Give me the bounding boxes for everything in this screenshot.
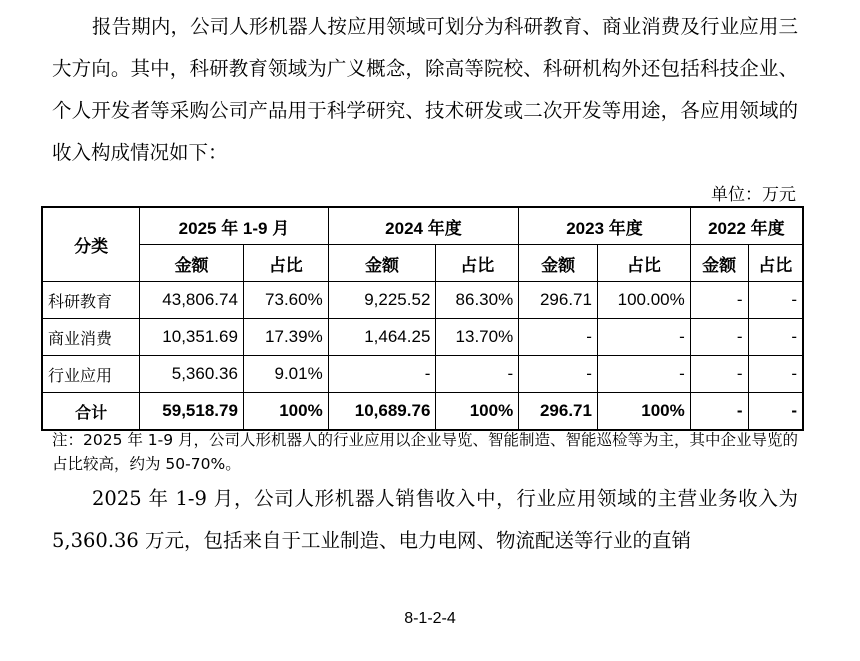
table-cell: 86.30% — [436, 282, 519, 319]
table-cell: - — [328, 356, 436, 393]
total-cell: 10,689.76 — [328, 393, 436, 431]
table-cell: 5,360.36 — [140, 356, 244, 393]
category-header: 分类 — [42, 207, 140, 282]
ratio-header: 占比 — [597, 245, 690, 282]
total-cell: 296.71 — [519, 393, 598, 431]
table-cell: 100.00% — [597, 282, 690, 319]
period-header: 2022 年度 — [690, 207, 803, 245]
total-cell: - — [748, 393, 803, 431]
table-cell: - — [690, 282, 748, 319]
intro-paragraph: 报告期内，公司人形机器人按应用领域可划分为科研教育、商业消费及行业应用三大方向。其中，科研教育领域为广义概念，除高等院校、科研机构外还包括科技企业、个人开发者等采购公司产品用于科学研究、技术研发或二次开发等用途，各应用领域的收入构成情况如下： — [52, 15, 798, 164]
table-row — [42, 356, 803, 393]
total-label: 合计 — [42, 393, 140, 431]
period-header: 2023 年度 — [519, 207, 691, 245]
row-label: 行业应用 — [42, 356, 140, 393]
table-cell: - — [748, 319, 803, 356]
amount-header: 金额 — [328, 245, 436, 282]
table-cell: - — [436, 356, 519, 393]
total-cell: 100% — [597, 393, 690, 431]
table-cell: 9,225.52 — [328, 282, 436, 319]
unit-label: 单位：万元 — [711, 185, 796, 205]
ratio-header: 占比 — [748, 245, 803, 282]
table-cell: - — [519, 319, 598, 356]
table-row — [42, 319, 803, 356]
table-cell: - — [519, 356, 598, 393]
table-cell: - — [597, 356, 690, 393]
page-number: 8-1-2-4 — [404, 610, 456, 627]
total-cell: 59,518.79 — [140, 393, 244, 431]
table-cell: - — [597, 319, 690, 356]
table-cell: 9.01% — [243, 356, 328, 393]
table-cell: 73.60% — [243, 282, 328, 319]
table-cell: 43,806.74 — [140, 282, 244, 319]
table-cell: - — [748, 282, 803, 319]
body-paragraph: 2025 年 1-9 月，公司人形机器人销售收入中，行业应用领域的主营业务收入为 5,360.36 万元，包括来自于工业制造、电力电网、物流配送等行业的直销 — [52, 487, 798, 552]
ratio-header: 占比 — [436, 245, 519, 282]
table-cell: 296.71 — [519, 282, 598, 319]
table-cell: - — [690, 356, 748, 393]
table-cell: 1,464.25 — [328, 319, 436, 356]
table-note: 注：2025 年 1-9 月，公司人形机器人的行业应用以企业导览、智能制造、智能巡检等为主，其中企业导览的占比较高，约为 50-70%。 — [52, 431, 799, 473]
table-cell: 10,351.69 — [140, 319, 244, 356]
revenue-table — [41, 206, 804, 431]
amount-header: 金额 — [140, 245, 244, 282]
table-row — [42, 282, 803, 319]
row-label: 商业消费 — [42, 319, 140, 356]
table-cell: - — [690, 319, 748, 356]
period-header: 2025 年 1-9 月 — [140, 207, 329, 245]
table-cell: 17.39% — [243, 319, 328, 356]
total-row — [42, 393, 803, 431]
amount-header: 金额 — [519, 245, 598, 282]
table-cell: 13.70% — [436, 319, 519, 356]
table-cell: - — [748, 356, 803, 393]
total-cell: 100% — [436, 393, 519, 431]
total-cell: - — [690, 393, 748, 431]
total-cell: 100% — [243, 393, 328, 431]
amount-header: 金额 — [690, 245, 748, 282]
row-label: 科研教育 — [42, 282, 140, 319]
period-header: 2024 年度 — [328, 207, 519, 245]
ratio-header: 占比 — [243, 245, 328, 282]
